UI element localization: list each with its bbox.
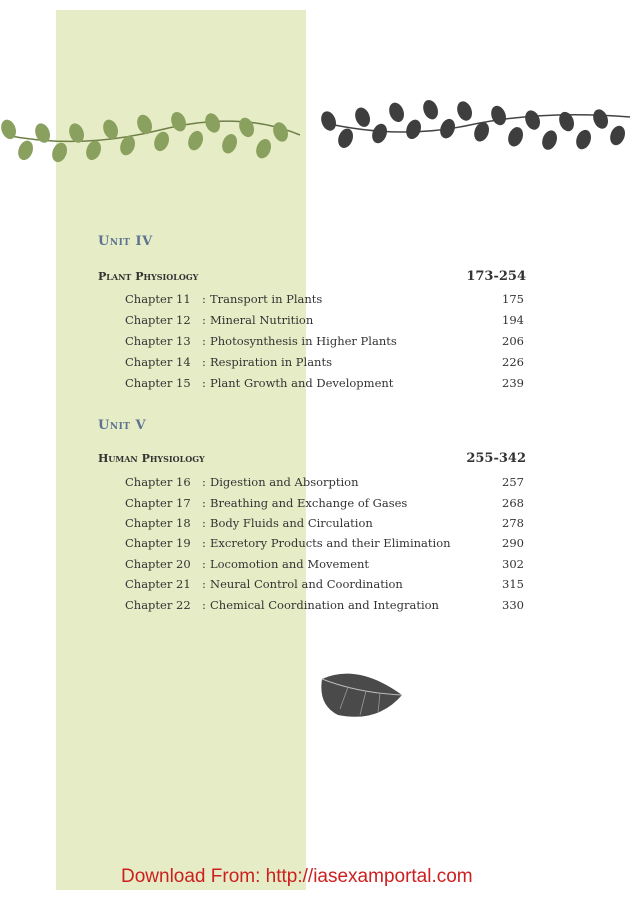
leaf-icon — [318, 665, 406, 725]
separator: : — [202, 557, 206, 571]
page-number: 302 — [502, 557, 524, 571]
page-number: 315 — [502, 577, 524, 591]
page-number: 239 — [502, 376, 524, 390]
leaf-icon — [506, 125, 526, 149]
leaf-icon — [271, 120, 291, 144]
leaf-icon — [254, 137, 274, 161]
chapter-title: Locomotion and Movement — [210, 557, 370, 571]
chapter-row — [125, 376, 524, 392]
separator: : — [202, 376, 206, 390]
page-number: 257 — [502, 475, 524, 489]
leaf-icon — [237, 116, 257, 140]
chapter-title: Digestion and Absorption — [210, 475, 359, 489]
leaf-icon — [421, 98, 441, 122]
chapter-title: Neural Control and Coordination — [210, 577, 403, 591]
chapter-title: Breathing and Exchange of Gases — [210, 496, 408, 510]
chapter-title: Chemical Coordination and Integration — [210, 598, 439, 612]
chapter-row — [125, 496, 524, 512]
leaf-icon — [319, 109, 339, 133]
chapter-title: Excretory Products and their Elimination — [210, 536, 451, 550]
separator: : — [202, 516, 206, 530]
unit-title: Unit V — [98, 418, 147, 433]
leaf-icon — [404, 118, 424, 142]
separator: : — [202, 598, 206, 612]
leaf-icon — [186, 129, 206, 153]
leaf-icon — [50, 141, 70, 165]
leaf-icon — [336, 126, 356, 150]
chapter-title: Plant Growth and Development — [210, 376, 394, 390]
chapter-row — [125, 536, 524, 552]
leaf-icon — [353, 105, 373, 129]
leaf-icon — [574, 128, 594, 152]
separator: : — [202, 577, 206, 591]
chapter-number: Chapter 18 — [125, 516, 191, 530]
leaf-icon — [84, 139, 104, 163]
page-number: 278 — [502, 516, 524, 530]
page-range: 173-254 — [466, 269, 526, 284]
chapter-number: Chapter 17 — [125, 496, 191, 510]
chapter-row — [125, 598, 524, 614]
chapter-row — [125, 475, 524, 491]
separator: : — [202, 496, 206, 510]
page-number: 330 — [502, 598, 524, 612]
separator: : — [202, 313, 206, 327]
leaf-icon — [608, 124, 628, 148]
chapter-row — [125, 516, 524, 532]
chapter-title: Respiration in Plants — [210, 355, 332, 369]
page-range: 255-342 — [466, 451, 526, 466]
leaf-icon — [387, 101, 407, 125]
chapter-title: Transport in Plants — [210, 292, 323, 306]
page-number: 290 — [502, 536, 524, 550]
section-title: Plant Physiology — [98, 270, 199, 283]
separator: : — [202, 292, 206, 306]
chapter-number: Chapter 13 — [125, 334, 191, 348]
leaf-icon — [591, 107, 611, 131]
chapter-number: Chapter 15 — [125, 376, 191, 390]
leaf-icon — [557, 110, 577, 134]
chapter-number: Chapter 21 — [125, 577, 191, 591]
section-title: Human Physiology — [98, 452, 205, 465]
separator: : — [202, 334, 206, 348]
leaf-icon — [16, 139, 36, 163]
section-heading — [98, 270, 526, 286]
chapter-row — [125, 577, 524, 593]
leaf-icon — [203, 111, 223, 135]
leaf-icon — [540, 128, 560, 152]
leaf-icon — [220, 132, 240, 156]
separator: : — [202, 475, 206, 489]
chapter-number: Chapter 16 — [125, 475, 191, 489]
chapter-title: Body Fluids and Circulation — [210, 516, 373, 530]
leaf-icon — [438, 117, 458, 141]
chapter-number: Chapter 11 — [125, 292, 191, 306]
leaf-vine-decoration — [0, 95, 638, 175]
leaf-icon — [169, 110, 189, 134]
chapter-row — [125, 292, 524, 308]
chapter-number: Chapter 14 — [125, 355, 191, 369]
page-number: 194 — [502, 313, 524, 327]
separator: : — [202, 536, 206, 550]
chapter-number: Chapter 20 — [125, 557, 191, 571]
chapter-title: Photosynthesis in Higher Plants — [210, 334, 397, 348]
chapter-number: Chapter 19 — [125, 536, 191, 550]
page-number: 268 — [502, 496, 524, 510]
section-heading — [98, 452, 526, 468]
leaf-icon — [523, 108, 543, 132]
chapter-number: Chapter 22 — [125, 598, 191, 612]
chapter-row — [125, 557, 524, 573]
leaf-icon — [370, 122, 390, 146]
chapter-row — [125, 334, 524, 350]
page-number: 206 — [502, 334, 524, 348]
unit-title: Unit IV — [98, 234, 153, 249]
download-link[interactable]: Download From: http://iasexamportal.com — [121, 866, 473, 887]
chapter-row — [125, 313, 524, 329]
leaf-icon — [152, 130, 172, 154]
separator: : — [202, 355, 206, 369]
chapter-row — [125, 355, 524, 371]
leaf-icon — [455, 99, 475, 123]
page-number: 226 — [502, 355, 524, 369]
page-number: 175 — [502, 292, 524, 306]
leaf-icon — [489, 104, 509, 128]
chapter-number: Chapter 12 — [125, 313, 191, 327]
chapter-title: Mineral Nutrition — [210, 313, 314, 327]
